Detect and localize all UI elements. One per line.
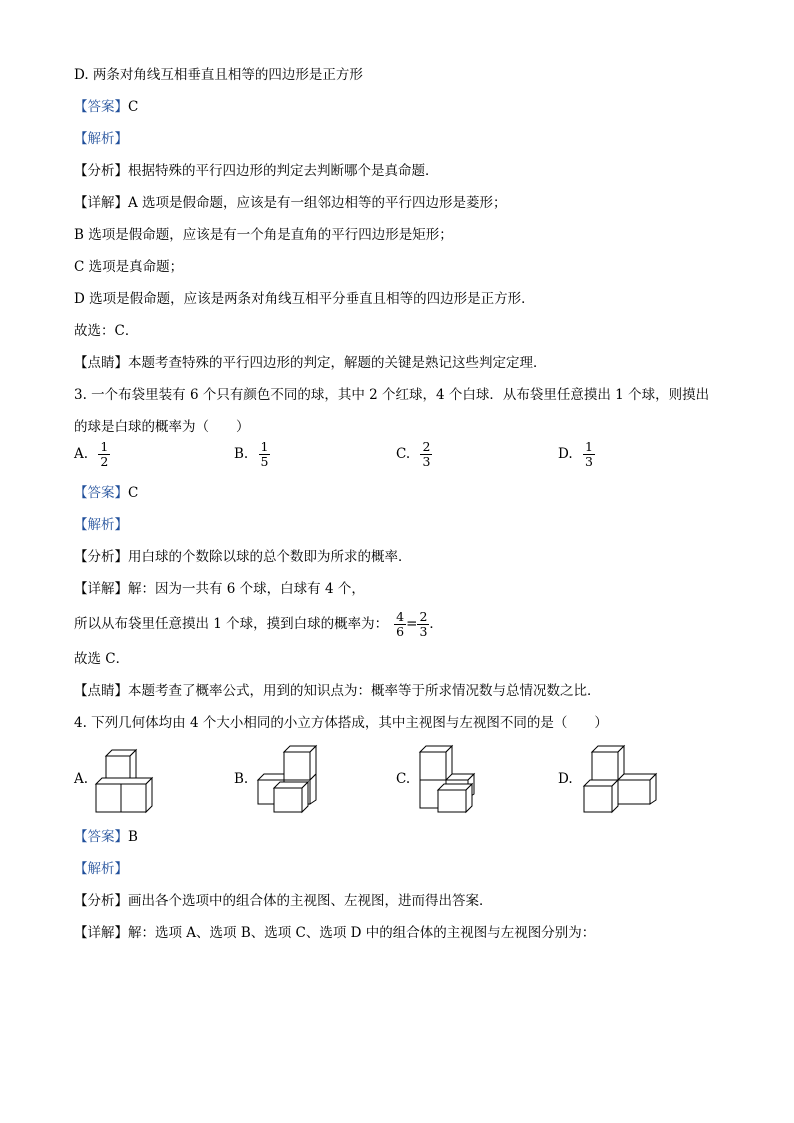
numerator: 1 bbox=[100, 439, 109, 454]
fenxi-tag: 【分析】 bbox=[74, 163, 128, 179]
denominator: 2 bbox=[100, 454, 109, 469]
probability-line bbox=[74, 604, 443, 644]
q3-option-c bbox=[396, 440, 432, 469]
cube-face bbox=[96, 778, 152, 784]
fraction bbox=[420, 440, 432, 469]
comment-line bbox=[74, 682, 601, 700]
option-label: D. bbox=[558, 446, 573, 462]
choice-line: 故选 C． bbox=[74, 651, 130, 667]
cube-face bbox=[592, 752, 618, 780]
numerator: 2 bbox=[419, 609, 428, 624]
q3-option-d bbox=[558, 440, 595, 469]
q4-figure-d bbox=[580, 744, 658, 814]
question-4-line: 4. 下列几何体均由 4 个大小相同的小立方体搭成，其中主视图与左视图不同的是（ ） bbox=[74, 715, 608, 731]
analysis-line bbox=[74, 892, 493, 910]
detail-line bbox=[74, 580, 365, 598]
fenxi-text: 根据特殊的平行四边形的判定去判断哪个是真命题． bbox=[128, 163, 439, 179]
option-label: B. bbox=[234, 446, 249, 462]
denominator: 3 bbox=[419, 624, 428, 639]
detail-line bbox=[74, 194, 507, 212]
option-label: A. bbox=[74, 446, 89, 462]
c-line: C 选项是真命题； bbox=[74, 259, 184, 275]
cube-face bbox=[650, 774, 656, 804]
xiangjie-tag: 【详解】 bbox=[74, 581, 128, 597]
numerator: 2 bbox=[422, 439, 431, 454]
cube-face bbox=[96, 784, 121, 812]
answer-line bbox=[74, 98, 138, 116]
cube-face bbox=[121, 784, 146, 812]
q4-figure-c bbox=[416, 744, 482, 814]
fenxi-tag: 【分析】 bbox=[74, 549, 128, 565]
q3-option-a bbox=[74, 440, 110, 469]
xiangjie-tag: 【详解】 bbox=[74, 195, 128, 211]
fraction bbox=[259, 440, 271, 469]
fenxi-text: 用白球的个数除以球的总个数即为所求的概率． bbox=[128, 549, 412, 565]
cube-face bbox=[284, 752, 310, 780]
denominator: 3 bbox=[584, 454, 593, 469]
option-d-text: D. 两条对角线互相垂直且相等的四边形是正方形 bbox=[74, 67, 363, 83]
cube-face bbox=[310, 774, 316, 804]
q4-option-c-label: C. bbox=[396, 771, 411, 787]
q3-option-b bbox=[234, 440, 270, 469]
dianjing-text: 本题考查了概率公式，用到的知识点为：概率等于所求情况数与总情况数之比． bbox=[128, 683, 601, 699]
xiangjie-tag: 【详解】 bbox=[74, 925, 128, 941]
analysis-line bbox=[74, 548, 412, 566]
fraction bbox=[98, 440, 110, 469]
fenxi-text: 画出各个选项中的组合体的主视图、左视图，进而得出答案． bbox=[128, 893, 493, 909]
option-label: C. bbox=[396, 446, 411, 462]
xiangjie-text: 解：选项 A、选项 B、选项 C、选项 D 中的组合体的主视图与左视图分别为： bbox=[128, 925, 596, 941]
q4-option-d-label: D. bbox=[558, 771, 573, 787]
question-3-line-2: 的球是白球的概率为（ ） bbox=[74, 419, 250, 435]
xiangjie-text: 解：因为一共有 6 个球，白球有 4 个， bbox=[128, 581, 365, 597]
cube-face bbox=[438, 790, 466, 812]
cube-face bbox=[584, 786, 612, 812]
analysis-tag: 【解析】 bbox=[74, 131, 128, 147]
cube-face bbox=[146, 778, 152, 812]
numerator: 4 bbox=[396, 609, 405, 624]
answer-value: B bbox=[128, 829, 138, 845]
comment-line bbox=[74, 354, 547, 372]
period: ． bbox=[429, 616, 443, 632]
answer-tag: 【答案】 bbox=[74, 99, 128, 115]
answer-tag: 【答案】 bbox=[74, 485, 128, 501]
answer-value: C bbox=[128, 485, 139, 501]
denominator: 6 bbox=[396, 624, 405, 639]
probability-text: 所以从布袋里任意摸出 1 个球，摸到白球的概率为： bbox=[74, 616, 389, 632]
fraction bbox=[394, 610, 406, 639]
numerator: 1 bbox=[260, 439, 269, 454]
analysis-tag: 【解析】 bbox=[74, 861, 128, 877]
answer-line bbox=[74, 484, 138, 502]
choice-line: 故选：C． bbox=[74, 323, 139, 339]
dianjing-text: 本题考查特殊的平行四边形的判定，解题的关键是熟记这些判定定理． bbox=[128, 355, 547, 371]
fraction bbox=[583, 440, 595, 469]
q4-option-a-label: A. bbox=[74, 771, 89, 787]
equals-sign: = bbox=[406, 616, 418, 632]
dianjing-tag: 【点睛】 bbox=[74, 355, 128, 371]
answer-line bbox=[74, 828, 138, 846]
cube-face bbox=[618, 780, 650, 804]
d-line: D 选项是假命题，应该是两条对角线互相平分垂直且相等的四边形是正方形． bbox=[74, 291, 535, 307]
detail-line bbox=[74, 924, 595, 942]
fenxi-tag: 【分析】 bbox=[74, 893, 128, 909]
fraction bbox=[417, 610, 429, 639]
xiangjie-text: A 选项是假命题，应该是有一组邻边相等的平行四边形是菱形； bbox=[128, 195, 507, 211]
cube-face bbox=[302, 782, 308, 812]
denominator: 5 bbox=[260, 454, 269, 469]
b-line: B 选项是假命题，应该是有一个角是直角的平行四边形是矩形； bbox=[74, 227, 453, 243]
denominator: 3 bbox=[422, 454, 431, 469]
q4-figure-b bbox=[254, 744, 326, 814]
question-3-line-1: 3. 一个布袋里装有 6 个只有颜色不同的球，其中 2 个红球，4 个白球．从布袋里任意摸出 1 个球，则摸出 bbox=[74, 387, 710, 403]
q4-figure-a bbox=[94, 746, 162, 814]
q4-option-b-label: B. bbox=[234, 771, 249, 787]
cube-face bbox=[274, 788, 302, 812]
answer-tag: 【答案】 bbox=[74, 829, 128, 845]
numerator: 1 bbox=[584, 439, 593, 454]
cube-face bbox=[258, 774, 284, 780]
cube-face bbox=[612, 780, 618, 812]
analysis-line bbox=[74, 162, 439, 180]
cube-face bbox=[420, 752, 446, 780]
answer-value: C bbox=[128, 99, 139, 115]
analysis-tag: 【解析】 bbox=[74, 517, 128, 533]
dianjing-tag: 【点睛】 bbox=[74, 683, 128, 699]
